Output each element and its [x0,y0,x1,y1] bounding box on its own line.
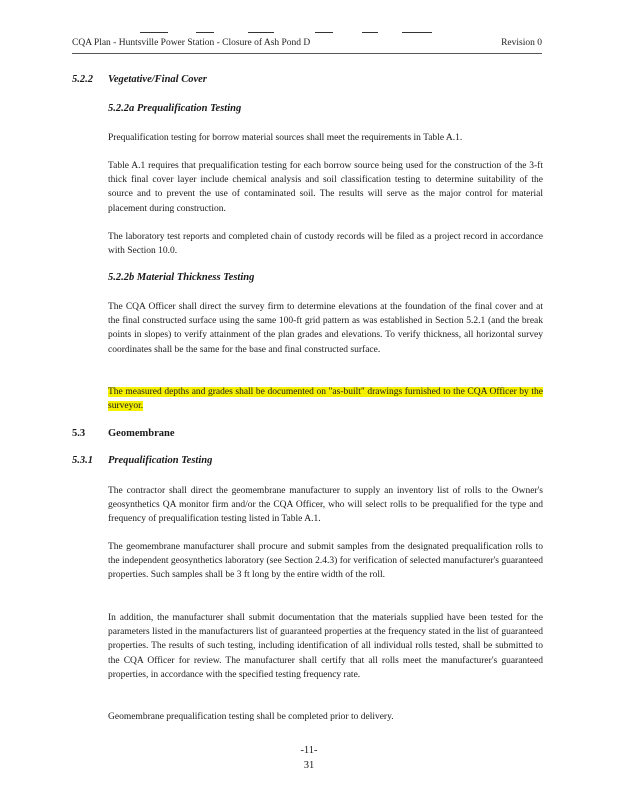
header-title: CQA Plan - Huntsville Power Station - Closure of Ash Pond D [72,38,311,48]
top-marks [140,32,440,34]
section-title: Geomembrane [108,428,175,439]
section-5-2-2b-heading: 5.2.2b Material Thickness Testing [108,272,255,283]
section-5-3-1-heading [72,455,372,469]
paragraph: The CQA Officer shall direct the survey firm to determine elevations at the foundation of the final cover and at the final constructed surface using the same 100-ft grid pattern as was established in Section 5.2.1 (and the break points in slopes) to verify attainment of the plan grades and elevations. To verify thickness, all horizontal survey coordinates shall be the same for the base and final constructed surface. [108,302,543,355]
section-title: Vegetative/Final Cover [108,74,207,85]
paragraph: The geomembrane manufacturer shall procure and submit samples from the designated prequalification rolls to the independent geosynthetics laboratory (see Section 2.4.3) for verification of selected manufacturer's guaranteed properties. Such samples shall be 3 ft long by the entire width of the roll. [108,542,543,581]
section-5-2-2a-heading: 5.2.2a Prequalification Testing [108,103,242,114]
section-number: 5.3 [72,428,86,439]
section-title: Prequalification Testing [108,455,213,466]
section-number: 5.2.2 [72,74,93,85]
section-number: 5.3.1 [72,455,93,466]
page-number: -11- [300,745,318,756]
section-5-2-2-heading [72,74,372,88]
paragraph: The contractor shall direct the geomembrane manufacturer to supply an inventory list of rolls to the Owner's geosynthetics QA monitor firm and/or the CQA Officer, who will select rolls to be prequalified for the type and frequency of prequalification testing listed in Table A.1. [108,486,543,525]
paragraph: In addition, the manufacturer shall submit documentation that the materials supplied have been tested for the parameters listed in the manufacturers list of guaranteed properties at the frequency stated in the list of guaranteed properties. The results of such testing, including identification of all individual rolls tested, shall be submitted to the CQA Officer for review. The manufacturer shall certify that all rolls meet the manufacturer's guaranteed properties, in accordance with the specified testing frequency rate. [108,613,543,680]
paragraph: Geomembrane prequalification testing shall be completed prior to delivery. [108,712,394,722]
paragraph: Prequalification testing for borrow material sources shall meet the requirements in Table A.1. [108,133,463,143]
highlighted-paragraph [108,385,543,413]
header-revision: Revision 0 [501,38,542,48]
highlight: The measured depths and grades shall be documented on "as-built" drawings furnished to the CQA Officer by the surveyor. [108,387,543,412]
paragraph: The laboratory test reports and completed chain of custody records will be filed as a project record in accordance with Section 10.0. [108,232,543,257]
sheet-number: 31 [303,760,315,771]
paragraph: Table A.1 requires that prequalification testing for each borrow source being used for the construction of the 3-ft thick final cover layer include chemical analysis and soil classification testing to determine suitability of the source and to prevent the use of contaminated soil. The results will serve as the major control for material placement during construction. [108,161,543,214]
header-rule [72,53,542,54]
section-5-3-heading [72,428,372,442]
